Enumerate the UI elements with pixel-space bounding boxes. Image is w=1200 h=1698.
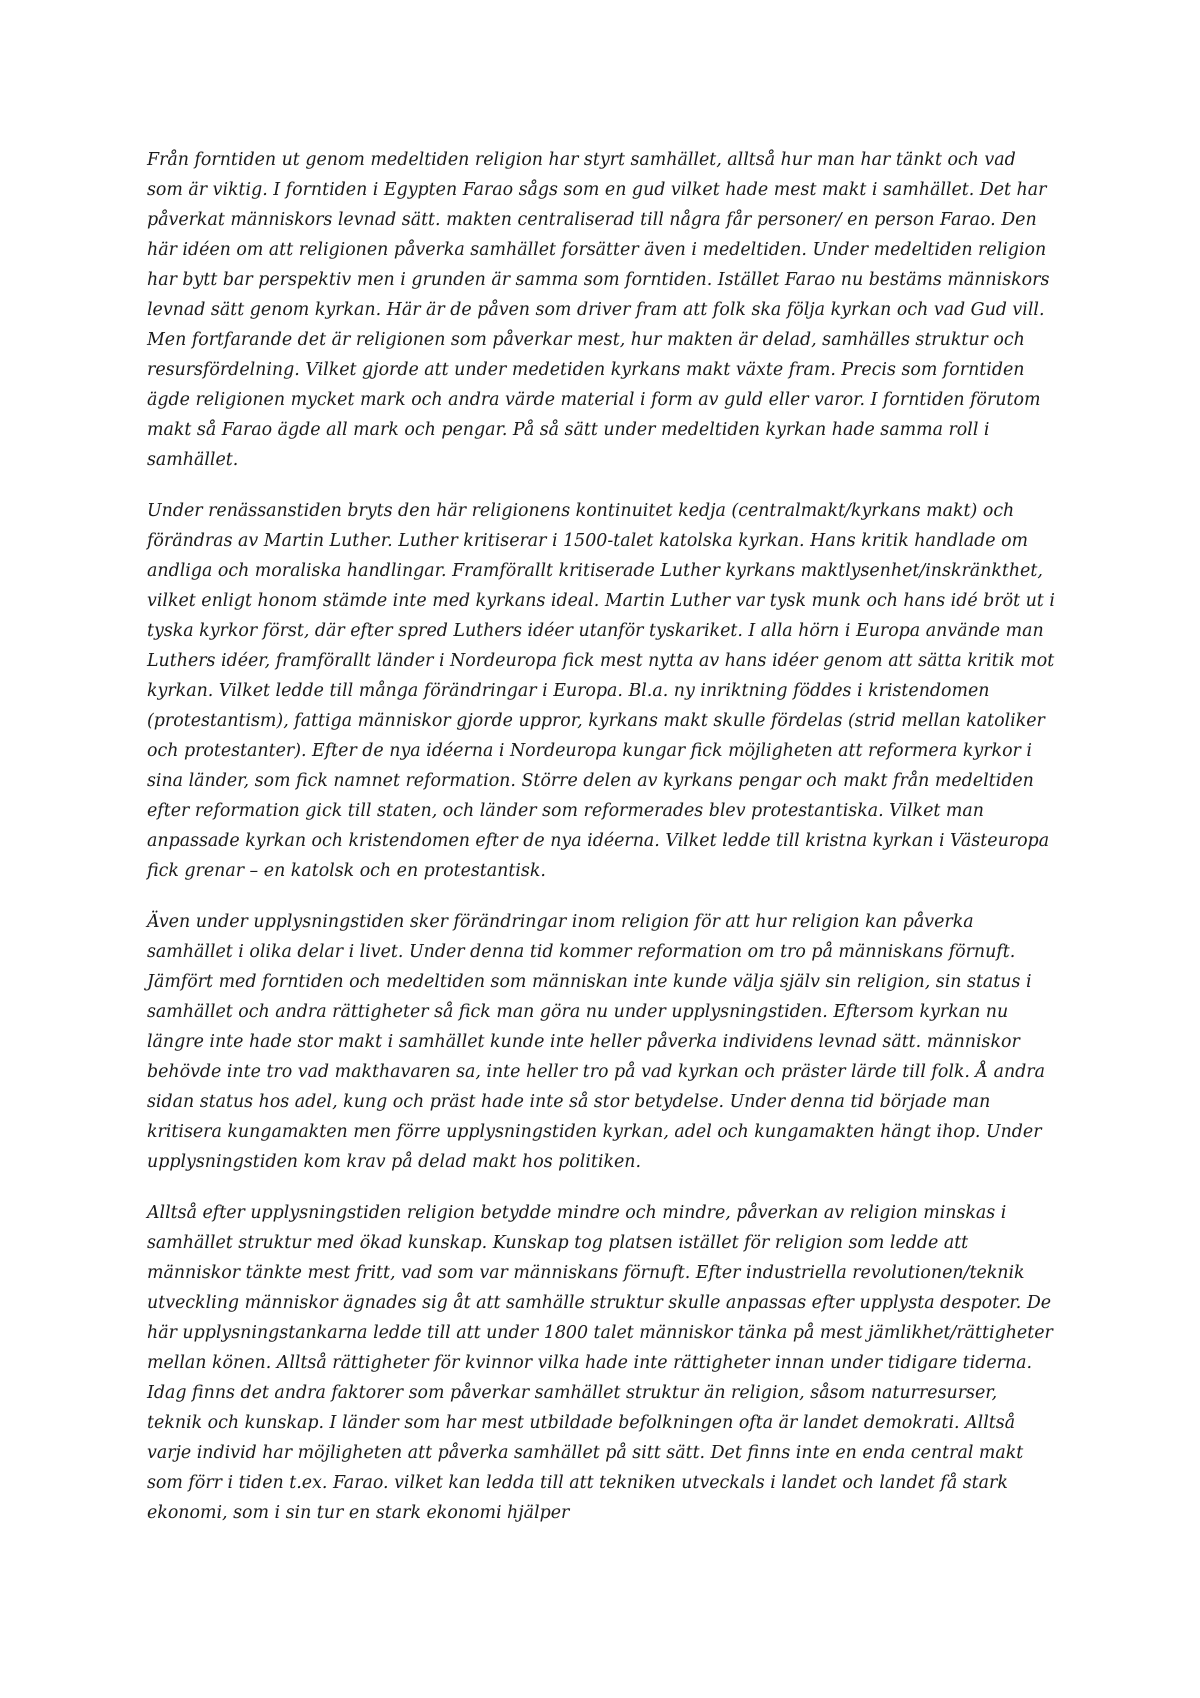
paragraph-renaissance: Under renässanstiden bryts den här religionens kontinuitet kedja (centralmakt/kyrkans makt) och förändras av Martin Luther. Luther kritiserar i 1500-talet katolska kyrkan. Hans kritik handlade om andliga och moraliska handlingar. Framförallt kritiserade Luther kyrkans maktlysenhet/inskränkthet, vilket enligt honom stämde inte med kyrkans ideal. Martin Luther var tysk munk och hans idé bröt ut i tyska kyrkor först, där efter spred Luthers idéer utanför tyskariket. I alla hörn i Europa använde man Luthers idéer, framförallt länder i Nordeuropa fick mest nytta av hans idéer genom att sätta kritik mot kyrkan. Vilket ledde till många förändringar i Europa. Bl.a. ny inriktning föddes i kristendomen (protestantism), fattiga människor gjorde uppror, kyrkans makt skulle fördelas (strid mellan katoliker och protestanter). Efter de nya idéerna i Nordeuropa kungar fick möjligheten att reformera kyrkor i sina länder, som fick namnet reformation. Större delen av kyrkans pengar och makt från medeltiden efter reformation gick till staten, och länder som reformerades blev protestantiska. Vilket man anpassade kyrkan och kristendomen efter de nya idéerna. Vilket ledde till kristna kyrkan i Västeuropa fick grenar – en katolsk och en protestantisk. <box>147 501 1055 881</box>
paragraph-enlightenment: Även under upplysningstiden sker förändringar inom religion för att hur religion kan påverka samhället i olika delar i livet. Under denna tid kommer reformation om tro på människans förnuft. Jämfört med forntiden och medeltiden som människan inte kunde välja själv sin religion, sin status i samhället och andra rättigheter så fick man göra nu under upplysningstiden. Eftersom kyrkan nu längre inte hade stor makt i samhället kunde inte heller påverka individens levnad sätt. människor behövde inte tro vad makthavaren sa, inte heller tro på vad kyrkan och präster lärde till folk. Å andra sidan status hos adel, kung och präst hade inte så stor betydelse. Under denna tid började man kritisera kungamakten men förre upplysningstiden kyrkan, adel och kungamakten hängt ihop. Under upplysningstiden kom krav på delad makt hos politiken. <box>147 912 1045 1172</box>
document-body <box>147 145 1057 1549</box>
paragraph-modern-society: Alltså efter upplysningstiden religion betydde mindre och mindre, påverkan av religion minskas i samhället struktur med ökad kunskap. Kunskap tog platsen istället för religion som ledde att människor tänkte mest fritt, vad som var människans förnuft. Efter industriella revolutionen/teknik utveckling människor ägnades sig åt att samhälle struktur skulle anpassas efter upplysta despoter. De här upplysningstankarna ledde till att under 1800 talet människor tänka på mest jämlikhet/rättigheter mellan könen. Alltså rättigheter för kvinnor vilka hade inte rättigheter innan under tidigare tiderna. Idag finns det andra faktorer som påverkar samhället struktur än religion, såsom naturresurser, teknik och kunskap. I länder som har mest utbildade befolkningen ofta är landet demokrati. Alltså varje individ har möjligheten att påverka samhället på sitt sätt. Det finns inte en enda central makt som förr i tiden t.ex. Farao. vilket kan ledda till att tekniken utveckals i landet och landet få stark ekonomi, som i sin tur en stark ekonomi hjälper <box>147 1203 1053 1523</box>
paragraph-antiquity-medieval: Från forntiden ut genom medeltiden religion har styrt samhället, alltså hur man har tänkt och vad som är viktig. I forntiden i Egypten Farao sågs som en gud vilket hade mest makt i samhället. Det har påverkat människors levnad sätt. makten centraliserad till några får personer/ en person Farao. Den här idéen om att religionen påverka samhället forsätter även i medeltiden. Under medeltiden religion har bytt bar perspektiv men i grunden är samma som forntiden. Istället Farao nu bestäms människors levnad sätt genom kyrkan. Här är de påven som driver fram att folk ska följa kyrkan och vad Gud vill. Men fortfarande det är religionen som påverkar mest, hur makten är delad, samhälles struktur och resursfördelning. Vilket gjorde att under medetiden kyrkans makt växte fram. Precis som forntiden ägde religionen mycket mark och andra värde material i form av guld eller varor. I forntiden förutom makt så Farao ägde all mark och pengar. På så sätt under medeltiden kyrkan hade samma roll i samhället. <box>147 150 1050 470</box>
